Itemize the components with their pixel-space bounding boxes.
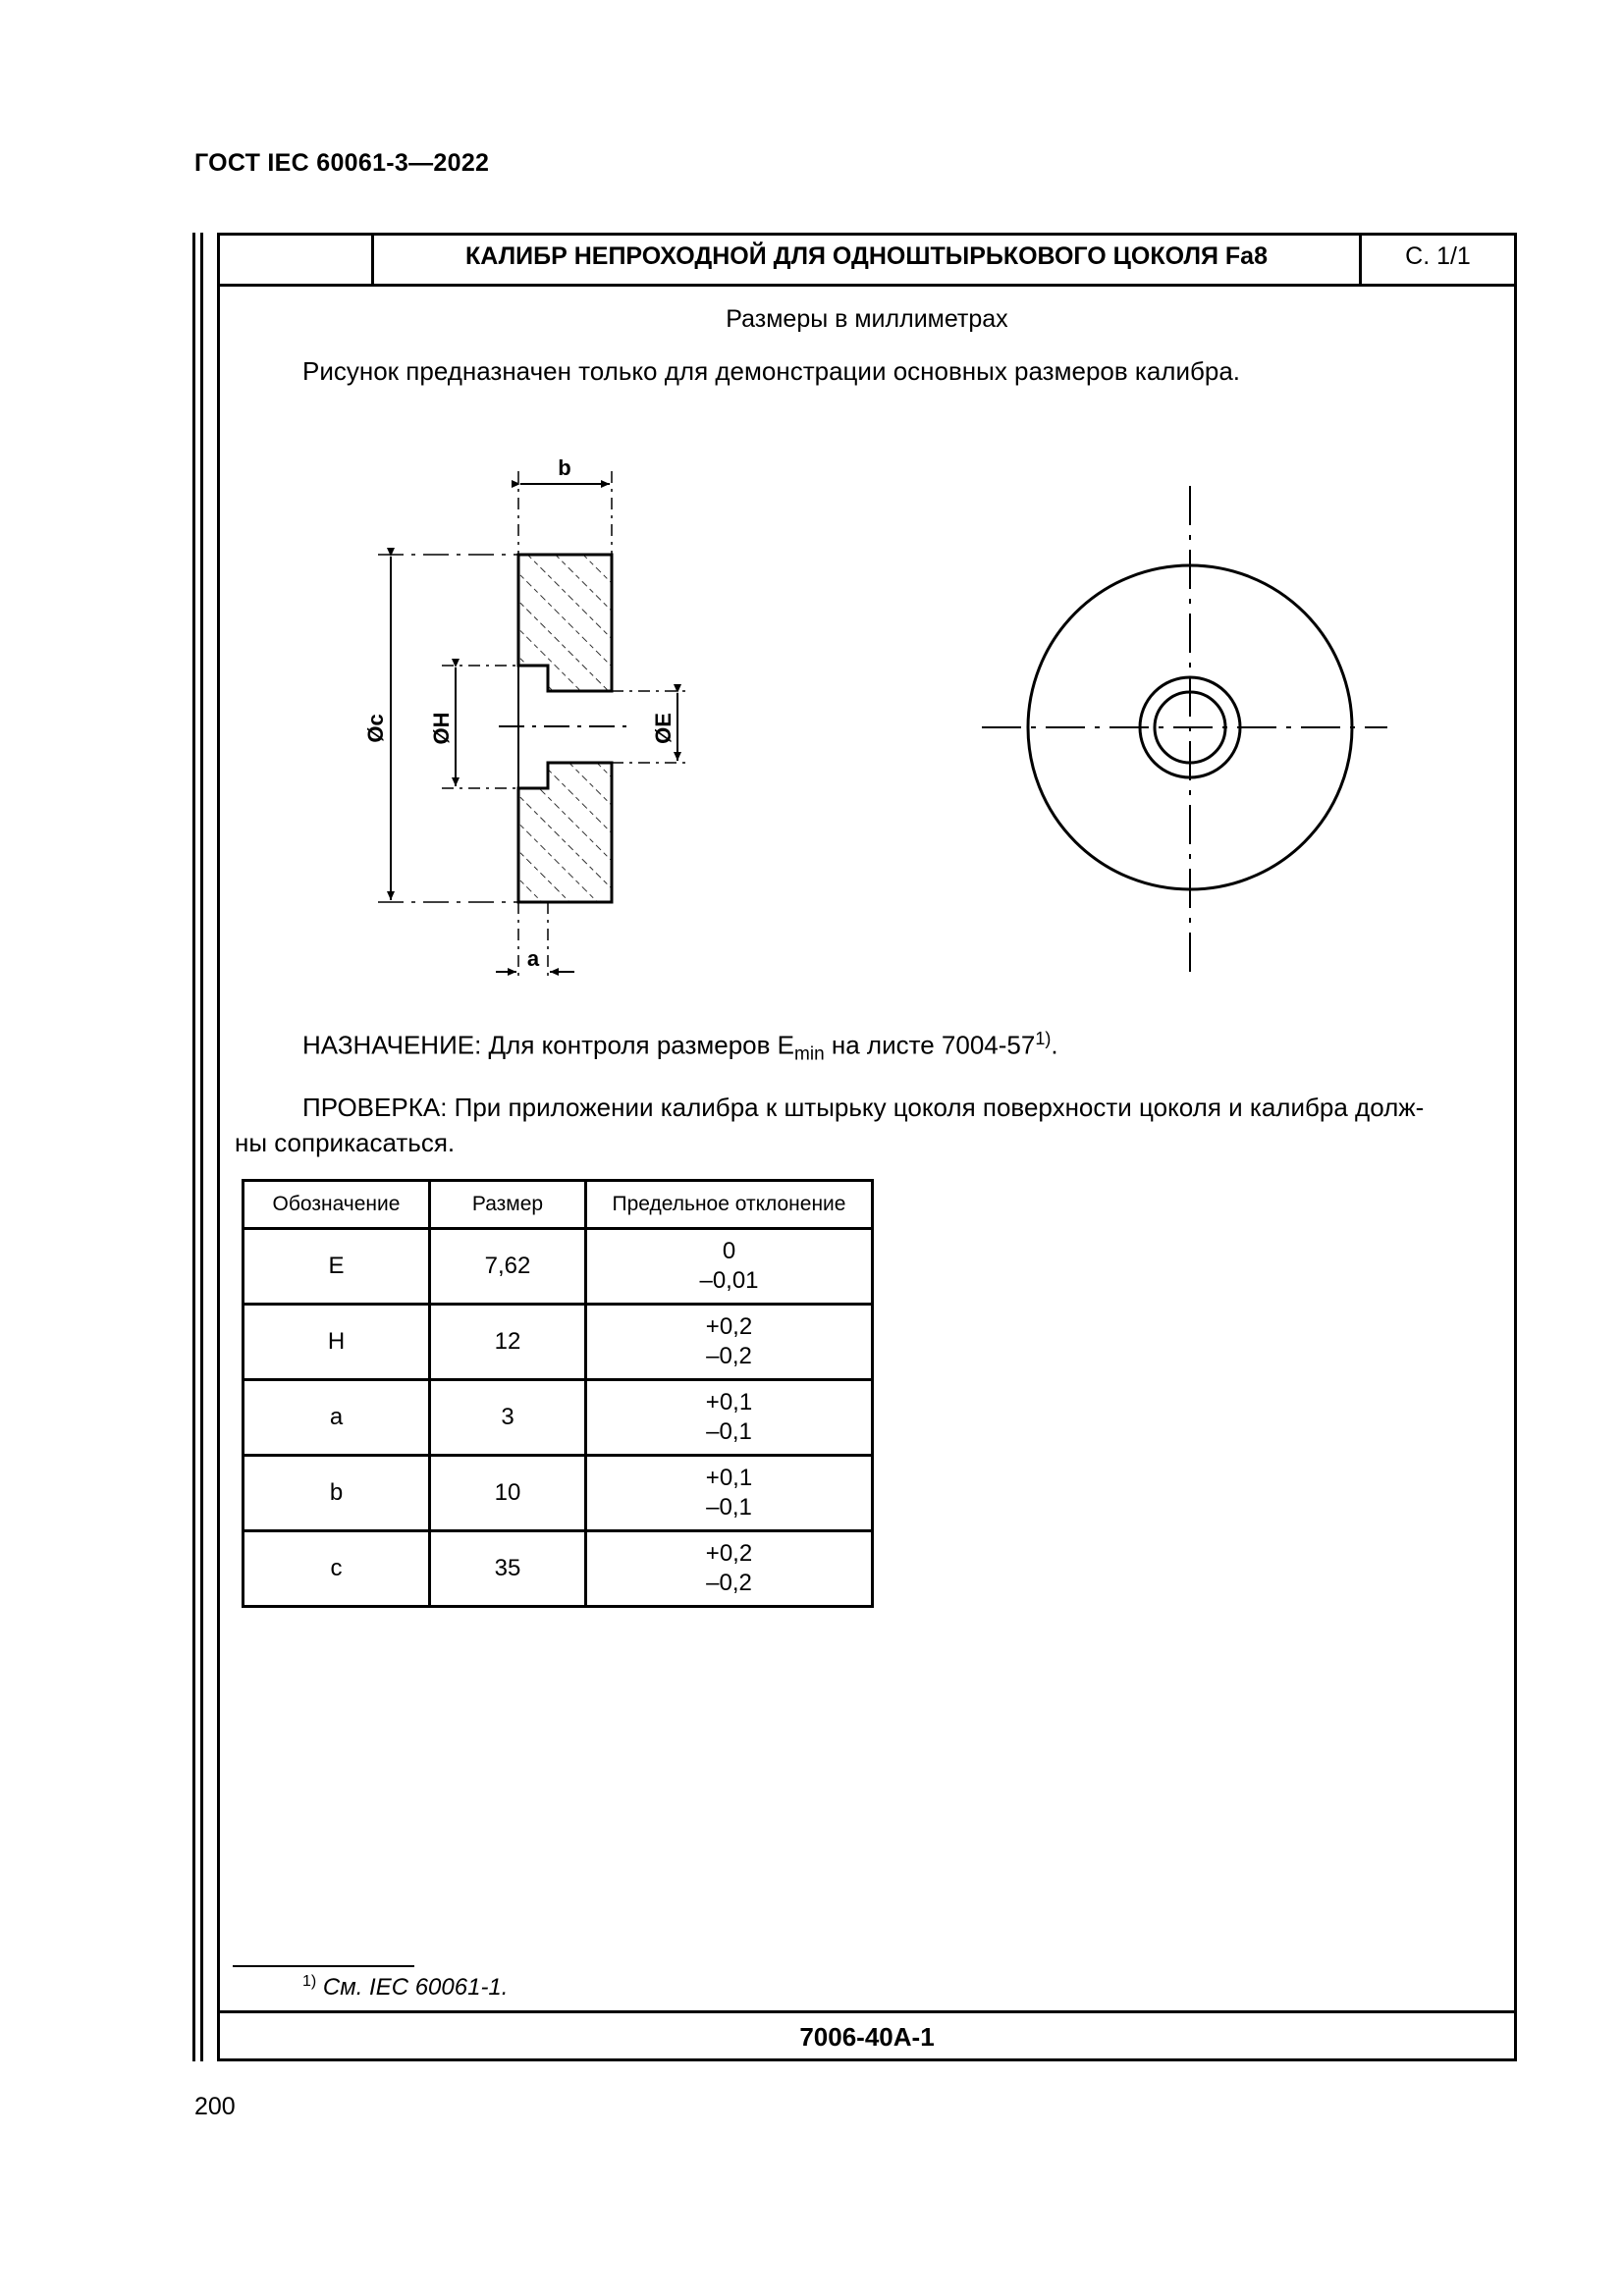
purpose-end: . [1051,1030,1058,1060]
check-line-1: ПРОВЕРКА: При приложении калибра к штырьку цоколя поверхности цоколя и калибра долж- [302,1093,1425,1122]
page-number: 200 [194,2093,236,2120]
cell-designation: E [243,1229,430,1305]
label-e: ØE [651,713,676,744]
sheet-page-ref: С. 1/1 [1405,242,1471,270]
units-note: Размеры в миллиметрах [726,305,1008,333]
table-row [243,1531,873,1607]
header-designation: Обозначение [243,1181,430,1229]
dev-upper: +0,2 [705,1540,753,1567]
sheet-title: КАЛИБР НЕПРОХОДНОЙ ДЛЯ ОДНОШТЫРЬКОВОГО ЦОКОЛЯ Fa8 [465,242,1268,270]
dev-lower: –0,2 [706,1570,752,1596]
footer-top-rule [217,2010,1517,2013]
table-row [243,1456,873,1531]
check-line-2: ны соприкасаться. [235,1128,456,1157]
header-deviation: Предельное отклонение [586,1181,873,1229]
cell-deviation [586,1456,873,1531]
cell-size: 12 [430,1305,586,1380]
dev-lower: –0,1 [706,1418,752,1445]
cell-designation: b [243,1456,430,1531]
label-a: a [526,946,540,971]
footnote [302,1973,508,2002]
cell-deviation [586,1531,873,1607]
drawing-note: Рисунок предназначен только для демонстрации основных размеров калибра. [302,356,1241,386]
dev-upper: +0,2 [705,1313,753,1340]
footnote-text: См. IEC 60061-1. [316,1974,509,2001]
label-b: b [558,455,571,480]
cell-size: 3 [430,1380,586,1456]
cell-deviation [586,1229,873,1305]
purpose-sub: min [794,1043,825,1065]
table-row [243,1229,873,1305]
cell-designation: H [243,1305,430,1380]
cell-designation: a [243,1380,430,1456]
cell-size: 7,62 [430,1229,586,1305]
cell-size: 35 [430,1531,586,1607]
dimensions-table [242,1179,874,1608]
dev-lower: –0,01 [699,1267,759,1294]
table-header-row [243,1181,873,1229]
purpose-prefix: НАЗНАЧЕНИЕ: Для контроля размеров E [302,1030,795,1060]
table-row [243,1380,873,1456]
cell-deviation [586,1305,873,1380]
gauge-drawing [0,0,1623,1031]
purpose-footnote-mark: 1) [1035,1029,1052,1048]
side-view [378,471,687,982]
label-h: ØH [429,712,454,745]
cell-size: 10 [430,1456,586,1531]
dev-upper: 0 [722,1238,736,1264]
sheet-number: 7006-40A-1 [799,2022,935,2052]
dev-upper: +0,1 [705,1389,753,1415]
footnote-rule [233,1965,414,1967]
footnote-mark: 1) [302,1973,317,1990]
table-row [243,1305,873,1380]
standard-designation: ГОСТ IEC 60061-3—2022 [194,149,490,177]
dev-lower: –0,1 [706,1494,752,1521]
label-c: Øc [363,714,388,743]
dev-upper: +0,1 [705,1465,753,1491]
cell-deviation [586,1380,873,1456]
purpose-text [302,1021,1058,1073]
dev-lower: –0,2 [706,1343,752,1369]
header-size: Размер [430,1181,586,1229]
front-view [982,486,1387,974]
cell-designation: c [243,1531,430,1607]
purpose-suffix: на листе 7004-57 [824,1030,1036,1060]
